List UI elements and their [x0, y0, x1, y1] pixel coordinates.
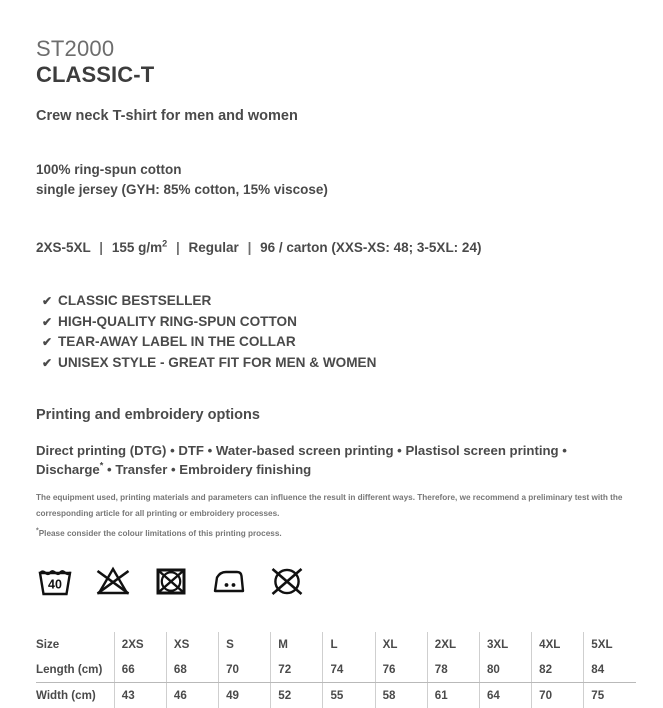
spec-separator-2: |	[171, 238, 185, 257]
spec-separator-1: |	[94, 238, 108, 257]
table-header-row	[36, 632, 636, 657]
feature-label: HIGH-QUALITY RING-SPUN COTTON	[58, 312, 297, 332]
column-header: 5XL	[584, 632, 636, 657]
disclaimer-block	[36, 490, 630, 542]
table-row	[36, 683, 636, 708]
check-icon: ✔	[42, 313, 58, 333]
spec-line	[36, 238, 481, 257]
feature-list	[42, 291, 376, 373]
spec-separator-3: |	[243, 238, 257, 257]
page-title: CLASSIC-T	[36, 62, 154, 88]
spec-fit: Regular	[189, 240, 239, 255]
table-cell: 49	[219, 683, 271, 708]
wash-temperature-label: 40	[48, 578, 62, 592]
table-row	[36, 657, 636, 683]
list-item	[42, 332, 376, 353]
spec-weight-value: 155 g/m	[112, 240, 162, 255]
table-cell: 70	[219, 657, 271, 683]
spec-packing: 96 / carton (XXS-XS: 48; 3-5XL: 24)	[260, 240, 481, 255]
table-cell: 66	[114, 657, 166, 683]
product-subtitle: Crew neck T-shirt for men and women	[36, 106, 298, 126]
column-header: 2XL	[427, 632, 479, 657]
list-item	[42, 291, 376, 312]
table-cell: 52	[271, 683, 323, 708]
check-icon: ✔	[42, 333, 58, 353]
disclaimer-paragraph: The equipment used, printing materials and parameters can influence the result in different ways. Therefore, we recommend a preliminary test with the corresponding article for all printing or embroidery processes.	[36, 490, 630, 521]
printing-options-heading: Printing and embroidery options	[36, 405, 260, 425]
table-cell: 68	[166, 657, 218, 683]
composition-line-2: single jersey (GYH: 85% cotton, 15% viscose)	[36, 180, 328, 200]
do-not-tumble-dry-icon	[153, 564, 189, 598]
table-cell: 43	[114, 683, 166, 708]
do-not-dry-clean-icon	[269, 564, 305, 598]
table-cell: 58	[375, 683, 427, 708]
size-table	[36, 632, 636, 708]
spec-weight-exponent: 2	[162, 239, 167, 249]
printing-options-after: • Transfer • Embroidery finishing	[103, 462, 311, 477]
column-header: Size	[36, 632, 114, 657]
iron-medium-heat-icon	[211, 564, 247, 598]
column-header: 4XL	[532, 632, 584, 657]
product-code: ST2000	[36, 36, 114, 62]
spec-weight	[112, 240, 167, 255]
feature-label: CLASSIC BESTSELLER	[58, 291, 211, 311]
column-header: 3XL	[479, 632, 531, 657]
column-header: 2XS	[114, 632, 166, 657]
row-header: Width (cm)	[36, 683, 114, 708]
printing-options-text	[36, 441, 626, 479]
table-cell: 72	[271, 657, 323, 683]
table-cell: 84	[584, 657, 636, 683]
footnote-note	[36, 526, 630, 542]
printing-options-before: Direct printing (DTG) • DTF • Water-based screen printing • Plastisol screen printing • Discharge	[36, 443, 567, 477]
table-cell: 55	[323, 683, 375, 708]
column-header: L	[323, 632, 375, 657]
do-not-bleach-icon	[95, 564, 131, 598]
check-icon: ✔	[42, 292, 58, 312]
check-icon: ✔	[42, 354, 58, 374]
table-cell: 46	[166, 683, 218, 708]
composition-block	[36, 160, 328, 199]
column-header: S	[219, 632, 271, 657]
list-item	[42, 312, 376, 333]
table-cell: 75	[584, 683, 636, 708]
care-symbols-row	[37, 564, 305, 598]
footnote-marker-note: *	[36, 527, 39, 534]
table-cell: 78	[427, 657, 479, 683]
table-cell: 76	[375, 657, 427, 683]
table-cell: 70	[532, 683, 584, 708]
column-header: M	[271, 632, 323, 657]
feature-label: UNISEX STYLE - GREAT FIT FOR MEN & WOMEN	[58, 353, 376, 373]
column-header: XL	[375, 632, 427, 657]
spec-size-range: 2XS-5XL	[36, 240, 91, 255]
table-cell: 80	[479, 657, 531, 683]
size-table-container	[36, 632, 636, 708]
table-cell: 82	[532, 657, 584, 683]
table-cell: 61	[427, 683, 479, 708]
footnote-marker: *	[100, 461, 104, 471]
row-header: Length (cm)	[36, 657, 114, 683]
table-cell: 74	[323, 657, 375, 683]
table-cell: 64	[479, 683, 531, 708]
footnote-note-text: Please consider the colour limitations of this printing process.	[39, 529, 282, 538]
feature-label: TEAR-AWAY LABEL IN THE COLLAR	[58, 332, 296, 352]
column-header: XS	[166, 632, 218, 657]
composition-line-1: 100% ring-spun cotton	[36, 160, 328, 180]
wash-40-icon	[37, 564, 73, 598]
list-item	[42, 353, 376, 374]
